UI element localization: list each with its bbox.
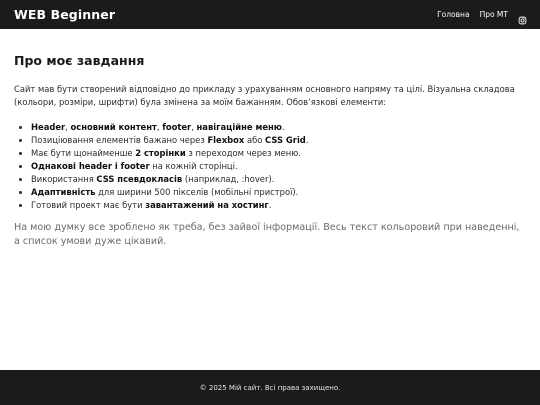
nav-link-home[interactable]: Головна bbox=[437, 10, 470, 19]
instagram-icon[interactable] bbox=[518, 10, 527, 19]
list-item-text: , bbox=[156, 122, 163, 132]
site-footer bbox=[0, 370, 540, 405]
list-item-bold-text: footer bbox=[162, 122, 192, 132]
list-item bbox=[31, 173, 524, 186]
list-item-bold-text: Header bbox=[31, 122, 66, 132]
list-item bbox=[31, 134, 524, 147]
list-item-text: , bbox=[65, 122, 71, 132]
site-logo[interactable]: WEB Beginner bbox=[14, 7, 116, 22]
list-item bbox=[31, 186, 524, 199]
list-item-text: , bbox=[191, 122, 197, 132]
list-item-bold-text: Flexbox bbox=[207, 135, 245, 145]
list-item-bold-text: Однакові header і footer bbox=[31, 161, 150, 171]
list-item-bold-text: CSS псевдокласів bbox=[96, 174, 183, 184]
list-item-text: Готовий проект має бути bbox=[31, 200, 146, 210]
intro-paragraph: Сайт мав бути створений відповідно до прикладу з урахуванням основного напряму та цілі. Візуальна складова (кольори, розміри, шрифти) була змінена за моїм бажанням. Обов’язкові елементи: bbox=[14, 84, 515, 107]
list-item-bold-text: Адаптивність bbox=[31, 187, 96, 197]
list-item-text: на кожній сторінці. bbox=[149, 161, 238, 171]
site-header bbox=[0, 0, 540, 29]
requirements-list bbox=[14, 121, 524, 212]
list-item-bold-text: завантажений на хостинг bbox=[145, 200, 269, 210]
main-content bbox=[14, 53, 524, 249]
list-item-text: . bbox=[281, 122, 285, 132]
nav-link-about[interactable]: Про МТ bbox=[479, 10, 508, 19]
list-item-text: . bbox=[268, 200, 272, 210]
list-item-text: Має бути щонайменше bbox=[31, 148, 136, 158]
list-item bbox=[31, 199, 524, 212]
copyright-text: © 2025 Мій сайт. Всі права захищено. bbox=[199, 383, 341, 392]
list-item-text: для ширини 500 пікселів (мобільні пристрої). bbox=[95, 187, 299, 197]
list-item-text: з переходом через меню. bbox=[185, 148, 301, 158]
list-item bbox=[31, 121, 524, 134]
conclusion-paragraph: На мою думку все зроблено як треба, без зайвої інформації. Весь текст кольоровий при наведенні, а список умови дуже цікавий. bbox=[14, 222, 520, 247]
list-item-text: Позиціювання елементів бажано через bbox=[31, 135, 208, 145]
list-item-text: Використання bbox=[31, 174, 97, 184]
list-item-bold-text: основний контент bbox=[70, 122, 157, 132]
main-nav bbox=[427, 10, 527, 19]
list-item-bold-text: навігаційне меню bbox=[196, 122, 282, 132]
list-item-text: або bbox=[244, 135, 266, 145]
list-item bbox=[31, 147, 524, 160]
list-item-text: . bbox=[305, 135, 309, 145]
list-item bbox=[31, 160, 524, 173]
list-item-bold-text: CSS Grid bbox=[265, 135, 306, 145]
page-title: Про моє завдання bbox=[14, 53, 145, 68]
list-item-text: (наприклад, :hover). bbox=[182, 174, 275, 184]
list-item-bold-text: 2 сторінки bbox=[135, 148, 186, 158]
